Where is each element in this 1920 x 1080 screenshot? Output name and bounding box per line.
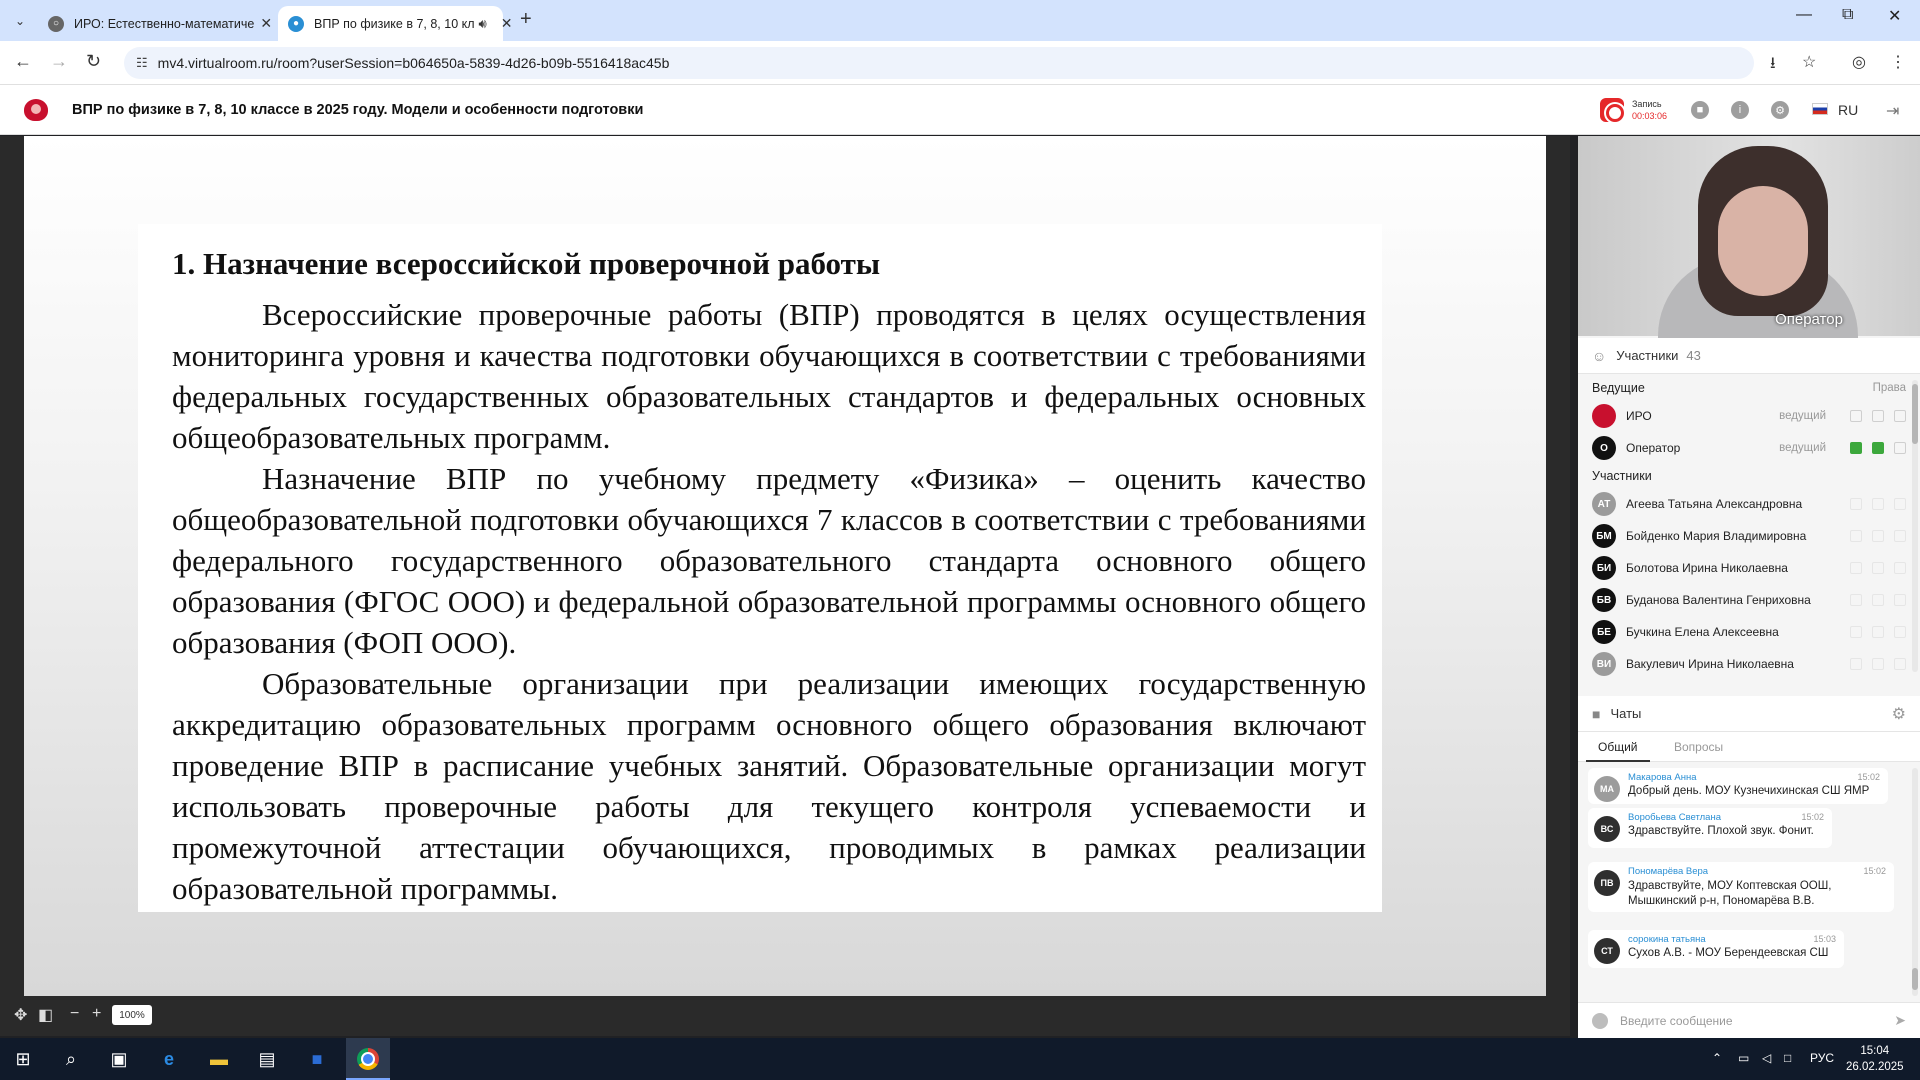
search-icon[interactable]: ⌕ (65, 1048, 77, 1069)
slide-paragraph: Образовательные организации при реализации имеющих государственную аккредитацию образовательных программ основного общего образования включают проведение ВПР в расписание учебных занятий. Образовательные организации могут использовать проверочные работы для текущего контроля успеваемости и промежуточной аттестации обучающихся, проводимых в рамках реализации образовательной программы. (172, 666, 1366, 906)
slide-document (138, 224, 1382, 912)
message-author: сорокина татьяна (1628, 934, 1706, 945)
windows-taskbar (0, 1038, 1920, 1080)
participant-row[interactable] (1578, 400, 1920, 432)
edge-icon[interactable]: e (163, 1048, 174, 1069)
task-view-icon[interactable]: ▣ (110, 1048, 128, 1069)
file-explorer-icon[interactable]: ▬ (210, 1048, 228, 1069)
message-time: 15:03 (1813, 934, 1836, 944)
users-icon: ☺ (1592, 347, 1607, 364)
emoji-icon[interactable] (1592, 1013, 1608, 1029)
browser-tab-vpr[interactable] (278, 6, 513, 41)
minimize-icon[interactable]: — (1796, 6, 1812, 23)
participant-name: Вакулевич Ирина Николаевна (1626, 657, 1794, 671)
back-arrow-icon[interactable]: ← (14, 51, 32, 71)
message-author: Воробьева Светлана (1628, 812, 1721, 823)
camera-icon[interactable] (1872, 530, 1884, 542)
tab-search-chevron-icon[interactable]: ⌄ (14, 14, 26, 28)
camera-icon[interactable] (1872, 626, 1884, 638)
language-selector[interactable]: RU (1838, 102, 1859, 118)
send-icon[interactable]: ➤ (1894, 1012, 1906, 1028)
participant-name: Оператор (1626, 441, 1681, 455)
participant-row[interactable] (1578, 584, 1920, 616)
hosts-section (1578, 376, 1920, 400)
virtualroom-favicon-icon: ● (288, 16, 304, 32)
room-title: ВПР по физике в 7, 8, 10 классе в 2025 году. Модели и особенности подготовки (72, 102, 644, 118)
forward-arrow-icon[interactable]: → (50, 51, 68, 71)
message-time: 15:02 (1801, 812, 1824, 822)
clock-date: 26.02.2025 (1846, 1061, 1904, 1073)
participant-row[interactable] (1578, 488, 1920, 520)
screen-share-icon[interactable] (1894, 530, 1906, 542)
browser-tab-iro[interactable] (38, 6, 273, 41)
avatar: ВИ (1592, 652, 1616, 676)
network-icon[interactable]: ▭ (1738, 1051, 1750, 1065)
message-text: Добрый день. МОУ Кузнечихинская СШ ЯМР (1628, 785, 1870, 797)
camera-icon[interactable] (1872, 562, 1884, 574)
screen-share-icon[interactable] (1894, 594, 1906, 606)
message-author: Пономарёва Вера (1628, 866, 1709, 877)
avatar: ВС (1594, 816, 1620, 842)
chat-message (1588, 930, 1844, 968)
participant-row[interactable] (1578, 648, 1920, 680)
info-icon[interactable]: i (1731, 101, 1749, 119)
screen-share-icon[interactable] (1894, 442, 1906, 454)
install-app-icon[interactable]: ⭳ (1770, 55, 1776, 72)
screen-share-icon[interactable] (1894, 658, 1906, 670)
participants-header[interactable] (1578, 338, 1920, 374)
chat-scrollbar[interactable] (1912, 768, 1918, 996)
screen-share-icon[interactable] (1894, 626, 1906, 638)
tab-title: ИРО: Естественно-математиче (74, 16, 255, 31)
browser-toolbar (0, 41, 1920, 85)
store-icon[interactable]: ▤ (258, 1048, 276, 1069)
message-author: Макарова Анна (1628, 772, 1697, 783)
slide-heading: 1. Назначение всероссийской проверочной работы (172, 246, 881, 281)
new-tab-plus-icon[interactable]: + (520, 8, 532, 30)
microphone-icon[interactable] (1850, 498, 1862, 510)
participant-row[interactable] (1578, 520, 1920, 552)
microphone-icon[interactable] (1850, 594, 1862, 606)
screen-share-icon[interactable] (1894, 498, 1906, 510)
kebab-menu-icon[interactable]: ⋮ (1890, 54, 1906, 71)
tab-general[interactable]: Общий (1598, 740, 1638, 754)
avatar (1592, 404, 1616, 428)
hosts-label: Ведущие (1592, 381, 1645, 395)
profile-icon[interactable]: ◎ (1852, 54, 1866, 71)
video-name-label: Оператор (1775, 311, 1843, 328)
chats-title: Чаты (1610, 706, 1642, 721)
avatar: СТ (1594, 938, 1620, 964)
participants-list (1578, 376, 1920, 676)
input-language[interactable]: РУС (1810, 1051, 1835, 1065)
avatar: БВ (1592, 588, 1616, 612)
scrollbar-thumb[interactable] (1912, 384, 1918, 444)
message-text: Сухов А.В. - МОУ Берендеевская СШ (1628, 947, 1829, 959)
zoom-out-icon[interactable]: − (70, 1005, 80, 1022)
participants-scrollbar[interactable] (1912, 380, 1918, 672)
record-icon[interactable] (1600, 98, 1624, 122)
tab-title: ВПР по физике в 7, 8, 10 кл (314, 16, 475, 31)
right-panel (1578, 136, 1920, 1038)
windows-start-icon[interactable]: ⊞ (15, 1048, 31, 1069)
clock-time: 15:04 (1860, 1045, 1890, 1057)
microphone-icon[interactable] (1850, 442, 1862, 454)
slide-paragraph: Всероссийские проверочные работы (ВПР) проводятся в целях осуществления мониторинга уровня и качества подготовки обучающихся в соответствии с требованиями федеральных государственных образовательных стандартов и федеральных основных общеобразовательных программ. (172, 297, 1366, 455)
close-icon[interactable]: ✕ (1888, 8, 1902, 25)
avatar: АТ (1592, 492, 1616, 516)
folder-icon[interactable]: ■ (1691, 101, 1709, 119)
participant-row[interactable] (1578, 552, 1920, 584)
browser-tab-bar (0, 0, 1920, 41)
iro-logo (24, 99, 48, 121)
avatar: БМ (1592, 524, 1616, 548)
screen-share-icon[interactable] (1894, 410, 1906, 422)
settings-gear-icon[interactable]: ⚙ (1771, 101, 1789, 119)
taskbar-chrome-button[interactable] (346, 1038, 390, 1080)
participant-name: Бойденко Мария Владимировна (1626, 529, 1807, 543)
chats-header[interactable] (1578, 696, 1920, 732)
reload-icon[interactable]: ↻ (86, 51, 102, 71)
restore-icon[interactable]: ⧉ (1842, 6, 1854, 23)
russia-flag-icon[interactable] (1812, 103, 1828, 115)
slide-toolbar (0, 996, 1570, 1036)
participant-row[interactable] (1578, 432, 1920, 464)
camera-icon[interactable] (1872, 658, 1884, 670)
participants-count: 43 (1686, 348, 1701, 363)
message-input[interactable]: Введите сообщение (1620, 1013, 1733, 1028)
participant-name: Болотова Ирина Николаевна (1626, 561, 1788, 575)
presentation-stage (0, 136, 1570, 996)
avatar: О (1592, 436, 1616, 460)
message-time: 15:02 (1857, 772, 1880, 782)
microphone-icon[interactable] (1850, 626, 1862, 638)
chat-message (1588, 808, 1832, 848)
avatar: ПВ (1594, 870, 1620, 896)
record-timer: 00:03:06 (1632, 111, 1668, 121)
fit-width-icon[interactable]: ◧ (38, 1007, 54, 1024)
participant-name: Буданова Валентина Генриховна (1626, 593, 1811, 607)
camera-icon[interactable] (1872, 594, 1884, 606)
camera-icon[interactable] (1872, 498, 1884, 510)
chrome-icon (355, 1046, 381, 1072)
microphone-icon[interactable] (1850, 658, 1862, 670)
chat-message (1588, 862, 1894, 912)
participant-role: ведущий (1779, 442, 1826, 454)
globe-icon: ○ (48, 16, 64, 32)
record-label: Запись (1632, 99, 1662, 109)
avatar: МА (1594, 776, 1620, 802)
bookmark-star-icon[interactable]: ☆ (1802, 54, 1817, 71)
slide-paragraph: Назначение ВПР по учебному предмету «Физика» – оценить качество общеобразовательной подготовки обучающихся 7 классов в соответствии с требованиями федерального государственного образовательного стандарта основного общего образования (ФГОС ООО) и федеральной образовательной программы основного общего образования (ФОП ООО). (172, 461, 1366, 660)
avatar: БИ (1592, 556, 1616, 580)
rights-label: Права (1872, 382, 1906, 394)
address-bar[interactable] (124, 47, 1754, 79)
participant-role: ведущий (1779, 410, 1826, 422)
exit-icon[interactable]: ⇥ (1886, 103, 1900, 120)
volume-icon[interactable]: ◁ (1762, 1051, 1772, 1065)
zoom-level[interactable]: 100% (112, 1005, 152, 1025)
participant-name: Агеева Татьяна Александровна (1626, 497, 1803, 511)
system-clock[interactable] (1846, 1043, 1904, 1075)
slide (24, 136, 1546, 996)
chat-composer[interactable] (1578, 1002, 1920, 1038)
message-time: 15:02 (1863, 866, 1886, 876)
tab-questions[interactable]: Вопросы (1674, 740, 1724, 754)
notification-icon[interactable]: □ (1784, 1051, 1792, 1065)
url-text: mv4.virtualroom.ru/room?userSession=b064650a-5839-4d26-b09b-5516418ac45b (157, 55, 670, 71)
move-arrows-icon[interactable]: ✥ (14, 1007, 28, 1024)
site-settings-icon[interactable]: ☷ (136, 55, 148, 70)
room-header (0, 85, 1920, 135)
video-person-face (1718, 186, 1808, 296)
tray-chevron-icon[interactable]: ⌃ (1712, 1051, 1723, 1065)
chat-bubble-icon: ■ (1592, 705, 1601, 722)
zoom-in-icon[interactable]: + (92, 1005, 102, 1022)
participant-name: Бучкина Елена Алексеевна (1626, 625, 1779, 639)
camera-icon[interactable] (1872, 442, 1884, 454)
chat-message (1588, 768, 1888, 804)
microphone-icon[interactable] (1850, 562, 1862, 574)
operator-video[interactable] (1578, 136, 1920, 336)
tab-close-icon[interactable]: ✕ (500, 15, 513, 31)
participants-title: Участники (1616, 348, 1679, 363)
microphone-icon[interactable] (1850, 530, 1862, 542)
scrollbar-thumb[interactable] (1912, 968, 1918, 990)
chat-messages (1578, 762, 1920, 1002)
outlook-icon[interactable]: ■ (311, 1048, 323, 1069)
participant-row[interactable] (1578, 616, 1920, 648)
speaker-icon[interactable]: 🔊︎ (478, 15, 487, 31)
screen-share-icon[interactable] (1894, 562, 1906, 574)
camera-icon[interactable] (1872, 410, 1884, 422)
microphone-icon[interactable] (1850, 410, 1862, 422)
avatar: БЕ (1592, 620, 1616, 644)
members-section (1578, 464, 1920, 488)
chat-settings-gear-icon[interactable]: ⚙ (1891, 705, 1906, 723)
message-text: Здравствуйте, МОУ Коптевская ООШ, Мышкинский р-н, Пономарёва В.В. (1628, 880, 1832, 907)
tab-close-icon[interactable]: ✕ (260, 15, 273, 31)
chat-tabs (1578, 732, 1920, 762)
message-text: Здравствуйте. Плохой звук. Фонит. (1628, 825, 1814, 837)
participant-name: ИРО (1626, 409, 1652, 423)
members-label: Участники (1592, 469, 1652, 483)
